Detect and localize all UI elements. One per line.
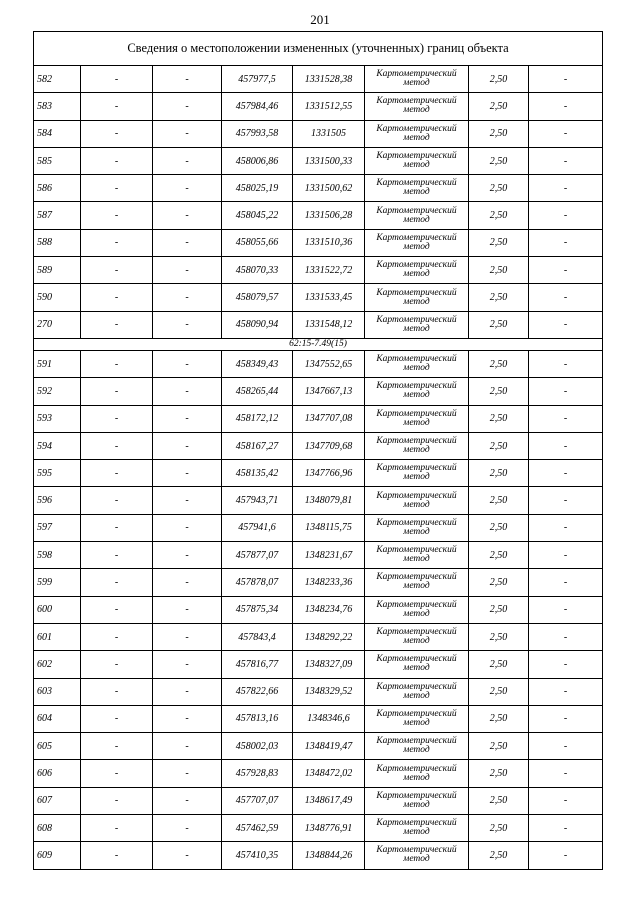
cell-old-x: - — [81, 284, 153, 311]
cell-point-number: 607 — [34, 787, 81, 814]
cell-method: Картометрический метод — [365, 120, 469, 147]
cell-accuracy: 2,50 — [469, 678, 529, 705]
cell-description: - — [529, 175, 603, 202]
cell-accuracy: 2,50 — [469, 651, 529, 678]
cell-old-x: - — [81, 405, 153, 432]
cell-description: - — [529, 350, 603, 377]
cell-old-y: - — [153, 432, 222, 459]
cell-point-number: 591 — [34, 350, 81, 377]
cell-point-number: 596 — [34, 487, 81, 514]
table-row — [34, 202, 603, 229]
cell-method: Картометрический метод — [365, 678, 469, 705]
cell-old-x: - — [81, 378, 153, 405]
cell-description: - — [529, 651, 603, 678]
table-row — [34, 284, 603, 311]
cell-description: - — [529, 842, 603, 869]
cell-description: - — [529, 284, 603, 311]
cell-new-y: 1348292,22 — [293, 623, 365, 650]
cell-new-x: 458070,33 — [222, 257, 293, 284]
cell-description: - — [529, 202, 603, 229]
cell-point-number: 595 — [34, 460, 81, 487]
cell-accuracy: 2,50 — [469, 229, 529, 256]
cell-point-number: 600 — [34, 596, 81, 623]
section-row — [34, 338, 603, 350]
cell-old-x: - — [81, 229, 153, 256]
cell-old-x: - — [81, 815, 153, 842]
cell-description: - — [529, 487, 603, 514]
table-row — [34, 350, 603, 377]
cell-old-x: - — [81, 542, 153, 569]
cell-old-x: - — [81, 596, 153, 623]
cell-old-y: - — [153, 284, 222, 311]
cell-new-y: 1348329,52 — [293, 678, 365, 705]
cell-accuracy: 2,50 — [469, 760, 529, 787]
cell-old-x: - — [81, 842, 153, 869]
cell-accuracy: 2,50 — [469, 147, 529, 174]
cell-method: Картометрический метод — [365, 760, 469, 787]
table-row — [34, 487, 603, 514]
boundary-points-table — [33, 31, 603, 870]
table-row — [34, 842, 603, 869]
cell-new-y: 1347552,65 — [293, 350, 365, 377]
cell-old-y: - — [153, 147, 222, 174]
table-row — [34, 514, 603, 541]
cell-description: - — [529, 596, 603, 623]
cell-new-y: 1331522,72 — [293, 257, 365, 284]
cell-point-number: 270 — [34, 311, 81, 338]
cell-new-x: 457822,66 — [222, 678, 293, 705]
cell-old-y: - — [153, 202, 222, 229]
table-row — [34, 705, 603, 732]
cell-old-x: - — [81, 569, 153, 596]
cell-point-number: 592 — [34, 378, 81, 405]
cell-new-y: 1348115,75 — [293, 514, 365, 541]
table-row — [34, 175, 603, 202]
cell-point-number: 589 — [34, 257, 81, 284]
table-row — [34, 815, 603, 842]
cell-new-x: 457943,71 — [222, 487, 293, 514]
cell-new-y: 1348079,81 — [293, 487, 365, 514]
cell-new-y: 1348346,6 — [293, 705, 365, 732]
cell-new-y: 1348617,49 — [293, 787, 365, 814]
cell-accuracy: 2,50 — [469, 460, 529, 487]
table-row — [34, 678, 603, 705]
cell-old-x: - — [81, 514, 153, 541]
cell-method: Картометрический метод — [365, 705, 469, 732]
cell-accuracy: 2,50 — [469, 596, 529, 623]
cell-old-y: - — [153, 175, 222, 202]
cell-old-x: - — [81, 623, 153, 650]
cell-accuracy: 2,50 — [469, 569, 529, 596]
cell-method: Картометрический метод — [365, 596, 469, 623]
cell-new-y: 1331505 — [293, 120, 365, 147]
section-label: 62:15-7.49(15) — [34, 338, 603, 350]
cell-method: Картометрический метод — [365, 378, 469, 405]
cell-old-y: - — [153, 229, 222, 256]
cell-point-number: 587 — [34, 202, 81, 229]
cell-old-y: - — [153, 66, 222, 93]
cell-new-x: 457928,83 — [222, 760, 293, 787]
cell-accuracy: 2,50 — [469, 815, 529, 842]
cell-old-x: - — [81, 66, 153, 93]
cell-new-x: 458172,12 — [222, 405, 293, 432]
cell-new-x: 458079,57 — [222, 284, 293, 311]
cell-method: Картометрический метод — [365, 623, 469, 650]
cell-accuracy: 2,50 — [469, 787, 529, 814]
table-row — [34, 651, 603, 678]
cell-accuracy: 2,50 — [469, 378, 529, 405]
cell-method: Картометрический метод — [365, 842, 469, 869]
cell-point-number: 608 — [34, 815, 81, 842]
table-row — [34, 120, 603, 147]
cell-method: Картометрический метод — [365, 229, 469, 256]
cell-new-x: 457993,58 — [222, 120, 293, 147]
cell-new-x: 457877,07 — [222, 542, 293, 569]
cell-old-y: - — [153, 460, 222, 487]
cell-old-x: - — [81, 350, 153, 377]
cell-accuracy: 2,50 — [469, 257, 529, 284]
cell-old-y: - — [153, 487, 222, 514]
table-row — [34, 378, 603, 405]
cell-old-x: - — [81, 487, 153, 514]
cell-accuracy: 2,50 — [469, 542, 529, 569]
table-row — [34, 542, 603, 569]
cell-old-x: - — [81, 120, 153, 147]
cell-new-x: 458006,86 — [222, 147, 293, 174]
cell-method: Картометрический метод — [365, 487, 469, 514]
cell-point-number: 588 — [34, 229, 81, 256]
cell-new-y: 1348419,47 — [293, 733, 365, 760]
cell-point-number: 604 — [34, 705, 81, 732]
cell-new-y: 1331528,38 — [293, 66, 365, 93]
cell-description: - — [529, 460, 603, 487]
cell-method: Картометрический метод — [365, 542, 469, 569]
cell-description: - — [529, 733, 603, 760]
table-title: Сведения о местоположении измененных (уточненных) границ объекта — [34, 32, 603, 66]
cell-old-y: - — [153, 350, 222, 377]
cell-method: Картометрический метод — [365, 202, 469, 229]
cell-description: - — [529, 120, 603, 147]
cell-new-x: 457977,5 — [222, 66, 293, 93]
cell-description: - — [529, 787, 603, 814]
cell-description: - — [529, 229, 603, 256]
cell-accuracy: 2,50 — [469, 405, 529, 432]
table-row — [34, 623, 603, 650]
cell-accuracy: 2,50 — [469, 842, 529, 869]
cell-description: - — [529, 569, 603, 596]
cell-accuracy: 2,50 — [469, 93, 529, 120]
cell-new-x: 457410,35 — [222, 842, 293, 869]
cell-old-x: - — [81, 202, 153, 229]
cell-accuracy: 2,50 — [469, 284, 529, 311]
cell-accuracy: 2,50 — [469, 202, 529, 229]
cell-method: Картометрический метод — [365, 815, 469, 842]
cell-old-x: - — [81, 93, 153, 120]
cell-old-y: - — [153, 787, 222, 814]
cell-accuracy: 2,50 — [469, 623, 529, 650]
table-header-row — [34, 32, 603, 66]
table-row — [34, 569, 603, 596]
table-row — [34, 147, 603, 174]
cell-new-x: 458265,44 — [222, 378, 293, 405]
cell-old-x: - — [81, 147, 153, 174]
table-row — [34, 760, 603, 787]
cell-new-x: 458090,94 — [222, 311, 293, 338]
cell-method: Картометрический метод — [365, 432, 469, 459]
cell-old-x: - — [81, 760, 153, 787]
cell-description: - — [529, 705, 603, 732]
cell-description: - — [529, 147, 603, 174]
cell-accuracy: 2,50 — [469, 514, 529, 541]
cell-old-y: - — [153, 842, 222, 869]
cell-new-y: 1331500,33 — [293, 147, 365, 174]
cell-new-x: 457984,46 — [222, 93, 293, 120]
cell-description: - — [529, 378, 603, 405]
page-number: 201 — [310, 12, 330, 27]
cell-method: Картометрический метод — [365, 147, 469, 174]
cell-description: - — [529, 311, 603, 338]
cell-old-x: - — [81, 432, 153, 459]
cell-point-number: 590 — [34, 284, 81, 311]
cell-point-number: 584 — [34, 120, 81, 147]
cell-new-x: 458025,19 — [222, 175, 293, 202]
cell-new-y: 1348327,09 — [293, 651, 365, 678]
cell-new-x: 457462,59 — [222, 815, 293, 842]
cell-description: - — [529, 514, 603, 541]
table-row — [34, 93, 603, 120]
cell-description: - — [529, 257, 603, 284]
cell-method: Картометрический метод — [365, 284, 469, 311]
cell-old-x: - — [81, 678, 153, 705]
cell-new-y: 1347667,13 — [293, 378, 365, 405]
cell-method: Картометрический метод — [365, 93, 469, 120]
cell-old-y: - — [153, 651, 222, 678]
cell-new-x: 457875,34 — [222, 596, 293, 623]
cell-point-number: 602 — [34, 651, 81, 678]
cell-new-x: 457816,77 — [222, 651, 293, 678]
cell-old-x: - — [81, 651, 153, 678]
cell-new-x: 458167,27 — [222, 432, 293, 459]
cell-accuracy: 2,50 — [469, 733, 529, 760]
cell-method: Картометрический метод — [365, 175, 469, 202]
cell-old-y: - — [153, 257, 222, 284]
cell-new-x: 457813,16 — [222, 705, 293, 732]
cell-method: Картометрический метод — [365, 405, 469, 432]
cell-new-y: 1348234,76 — [293, 596, 365, 623]
cell-accuracy: 2,50 — [469, 432, 529, 459]
cell-description: - — [529, 405, 603, 432]
cell-new-x: 458002,03 — [222, 733, 293, 760]
cell-new-x: 458045,22 — [222, 202, 293, 229]
cell-accuracy: 2,50 — [469, 66, 529, 93]
cell-description: - — [529, 93, 603, 120]
cell-description: - — [529, 432, 603, 459]
table-row — [34, 460, 603, 487]
cell-accuracy: 2,50 — [469, 705, 529, 732]
cell-old-x: - — [81, 257, 153, 284]
cell-old-y: - — [153, 815, 222, 842]
cell-new-y: 1331510,36 — [293, 229, 365, 256]
cell-point-number: 599 — [34, 569, 81, 596]
table-row — [34, 66, 603, 93]
cell-old-y: - — [153, 311, 222, 338]
cell-point-number: 598 — [34, 542, 81, 569]
cell-method: Картометрический метод — [365, 733, 469, 760]
cell-old-x: - — [81, 705, 153, 732]
cell-old-y: - — [153, 93, 222, 120]
cell-method: Картометрический метод — [365, 460, 469, 487]
cell-new-y: 1348472,02 — [293, 760, 365, 787]
cell-new-y: 1331533,45 — [293, 284, 365, 311]
table-row — [34, 405, 603, 432]
cell-old-y: - — [153, 542, 222, 569]
cell-accuracy: 2,50 — [469, 175, 529, 202]
cell-old-x: - — [81, 311, 153, 338]
table-row — [34, 257, 603, 284]
cell-method: Картометрический метод — [365, 651, 469, 678]
cell-method: Картометрический метод — [365, 257, 469, 284]
cell-new-y: 1331512,55 — [293, 93, 365, 120]
cell-new-x: 457878,07 — [222, 569, 293, 596]
cell-new-y: 1347707,08 — [293, 405, 365, 432]
cell-point-number: 605 — [34, 733, 81, 760]
cell-description: - — [529, 623, 603, 650]
cell-old-y: - — [153, 733, 222, 760]
cell-old-x: - — [81, 460, 153, 487]
cell-new-y: 1348231,67 — [293, 542, 365, 569]
cell-accuracy: 2,50 — [469, 487, 529, 514]
table-row — [34, 596, 603, 623]
cell-new-y: 1347766,96 — [293, 460, 365, 487]
cell-new-y: 1347709,68 — [293, 432, 365, 459]
cell-method: Картометрический метод — [365, 569, 469, 596]
cell-description: - — [529, 815, 603, 842]
cell-new-y: 1348233,36 — [293, 569, 365, 596]
cell-new-x: 457941,6 — [222, 514, 293, 541]
cell-method: Картометрический метод — [365, 350, 469, 377]
table-row — [34, 229, 603, 256]
cell-old-y: - — [153, 569, 222, 596]
cell-description: - — [529, 678, 603, 705]
cell-description: - — [529, 760, 603, 787]
cell-description: - — [529, 66, 603, 93]
cell-point-number: 593 — [34, 405, 81, 432]
cell-new-x: 457843,4 — [222, 623, 293, 650]
cell-old-y: - — [153, 678, 222, 705]
cell-new-x: 458349,43 — [222, 350, 293, 377]
cell-point-number: 583 — [34, 93, 81, 120]
cell-new-y: 1331506,28 — [293, 202, 365, 229]
cell-new-y: 1331500,62 — [293, 175, 365, 202]
cell-point-number: 582 — [34, 66, 81, 93]
cell-new-y: 1331548,12 — [293, 311, 365, 338]
cell-new-y: 1348776,91 — [293, 815, 365, 842]
cell-method: Картометрический метод — [365, 66, 469, 93]
cell-accuracy: 2,50 — [469, 311, 529, 338]
cell-new-x: 458135,42 — [222, 460, 293, 487]
table-row — [34, 787, 603, 814]
cell-new-x: 458055,66 — [222, 229, 293, 256]
cell-old-y: - — [153, 405, 222, 432]
cell-method: Картометрический метод — [365, 787, 469, 814]
cell-old-x: - — [81, 733, 153, 760]
cell-method: Картометрический метод — [365, 311, 469, 338]
cell-accuracy: 2,50 — [469, 350, 529, 377]
cell-point-number: 601 — [34, 623, 81, 650]
cell-point-number: 597 — [34, 514, 81, 541]
cell-new-y: 1348844,26 — [293, 842, 365, 869]
cell-old-y: - — [153, 760, 222, 787]
cell-old-y: - — [153, 120, 222, 147]
cell-old-y: - — [153, 596, 222, 623]
cell-description: - — [529, 542, 603, 569]
cell-point-number: 585 — [34, 147, 81, 174]
cell-point-number: 609 — [34, 842, 81, 869]
cell-old-y: - — [153, 514, 222, 541]
cell-point-number: 606 — [34, 760, 81, 787]
table-row — [34, 311, 603, 338]
cell-old-y: - — [153, 705, 222, 732]
cell-old-y: - — [153, 378, 222, 405]
cell-old-x: - — [81, 787, 153, 814]
cell-point-number: 603 — [34, 678, 81, 705]
cell-old-x: - — [81, 175, 153, 202]
cell-new-x: 457707,07 — [222, 787, 293, 814]
cell-old-y: - — [153, 623, 222, 650]
cell-method: Картометрический метод — [365, 514, 469, 541]
table-row — [34, 432, 603, 459]
cell-point-number: 594 — [34, 432, 81, 459]
cell-accuracy: 2,50 — [469, 120, 529, 147]
cell-point-number: 586 — [34, 175, 81, 202]
table-row — [34, 733, 603, 760]
